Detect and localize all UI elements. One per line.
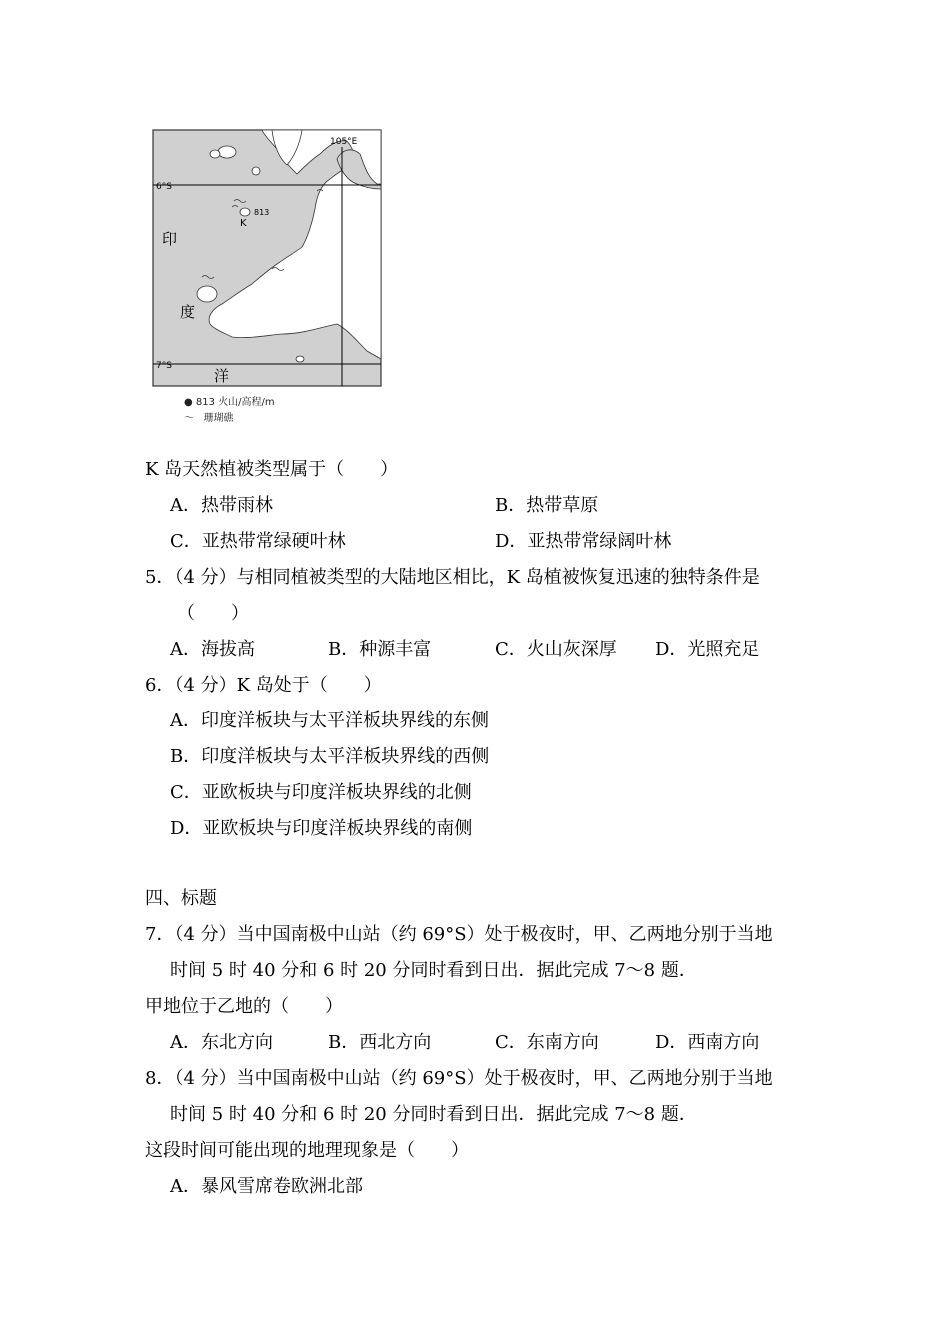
q7-option-b: B．西北方向 [328,1032,432,1053]
q8-line2: 时间 5 时 40 分和 6 时 20 分同时看到日出．据此完成 7～8 题． [170,1104,697,1125]
q4-option-d: D．亚热带常绿阔叶林 [495,531,672,552]
q4-stem: K 岛天然植被类型属于（ ） [145,459,399,480]
lat-top-label: 6°S [156,182,172,192]
q7-option-d: D．西南方向 [655,1032,760,1053]
q5-option-a: A．海拔高 [170,639,255,660]
q6-stem: 6．（4 分）K 岛处于（ ） [145,675,382,696]
q8-option-a: A．暴风雪席卷欧洲北部 [170,1176,363,1197]
q6-option-b: B．印度洋板块与太平洋板块界线的西侧 [170,746,490,767]
ocean-char-3: 洋 [214,367,230,385]
legend-volcano-text: 813 火山/高程/m [195,397,275,408]
q6-option-a: A．印度洋板块与太平洋板块界线的东侧 [170,710,489,731]
reef-icon: 〜 [184,413,194,424]
section-heading: 四、标题 [145,888,217,909]
q7-line1: 7．（4 分）当中国南极中山站（约 69°S）处于极夜时，甲、乙两地分别于当地 [145,924,773,945]
q6-option-c: C．亚欧板块与印度洋板块界线的北侧 [170,782,472,803]
q4-option-c: C．亚热带常绿硬叶林 [170,531,346,552]
legend-volcano [184,396,275,409]
q5-line1: 5．（4 分）与相同植被类型的大陆地区相比，K 岛植被恢复迅速的独特条件是 [145,567,760,588]
island-name-label: K [240,218,247,229]
q8-stem: 这段时间可能出现的地理现象是（ ） [145,1140,469,1161]
legend-reef-text: 珊瑚礁 [203,413,234,424]
q5-option-d: D．光照充足 [655,639,760,660]
q4-option-a: A．热带雨林 [170,495,273,516]
ocean-char-1: 印 [162,230,178,248]
ocean-char-2: 度 [180,303,196,321]
q7-option-a: A．东北方向 [170,1032,273,1053]
lon-label: 105°E [330,137,358,147]
q4-option-b: B．热带草原 [495,495,599,516]
k-island [240,208,250,216]
q7-line2: 时间 5 时 40 分和 6 时 20 分同时看到日出．据此完成 7～8 题． [170,960,697,981]
volcano-icon: ● [184,397,193,408]
q5-option-c: C．火山灰深厚 [495,639,617,660]
q6-option-d: D．亚欧板块与印度洋板块界线的南侧 [170,818,473,839]
q8-line1: 8．（4 分）当中国南极中山站（约 69°S）处于极夜时，甲、乙两地分别于当地 [145,1068,773,1089]
elevation-label: 813 [254,208,270,217]
map-svg [152,129,382,387]
legend-reef [184,412,234,425]
q5-line2: （ ） [177,603,249,624]
q7-stem: 甲地位于乙地的（ ） [145,996,343,1017]
q7-option-c: C．东南方向 [495,1032,599,1053]
map-figure [152,129,382,387]
q5-option-b: B．种源丰富 [328,639,432,660]
lat-bottom-label: 7°S [156,361,172,371]
